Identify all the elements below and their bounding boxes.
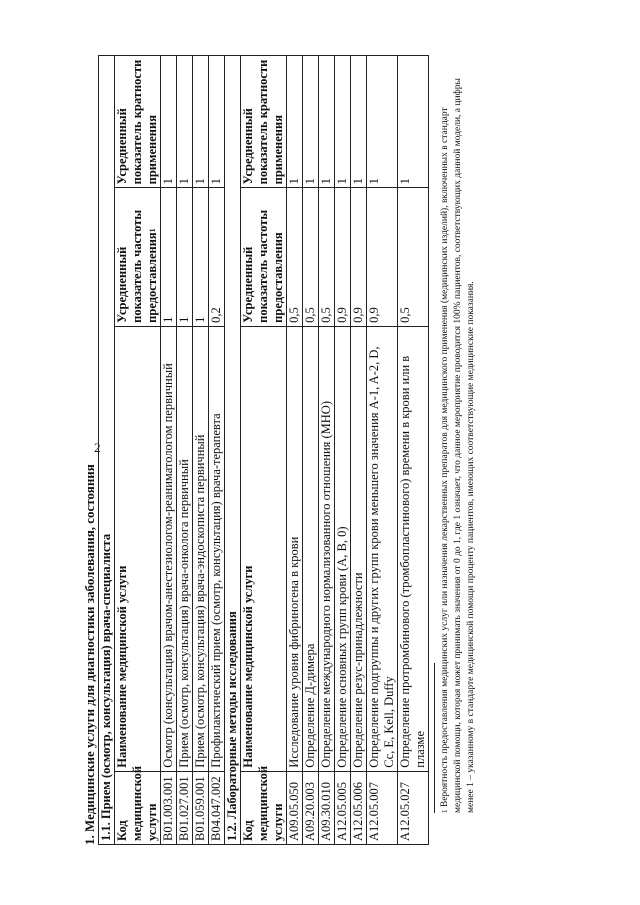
multiplicity-value: 1 xyxy=(161,56,177,188)
table-row xyxy=(287,56,303,845)
header-multiplicity: Усредненный показатель кратности применения xyxy=(241,56,287,188)
service-code: B04.047.002 xyxy=(209,771,225,844)
footnote-text: Вероятность предоставления медицинских услуг или назначения лекарственных препаратов для медицинского применения (медицинских изделий), включенных в стандарт медицинской помощи, которая может принимать значения от 0 до 1, где 1 означает, что данное мероприятие проводится 100% пациентов, соответствующих данной модели, а цифры менее 1 – указанному в стандарте медицинской помощи проценту пациентов, имеющих соответствующие медицинские показания. xyxy=(440,78,476,813)
frequency-value: 0,5 xyxy=(287,188,303,326)
service-name: Прием (осмотр, консультация) врача-онколога первичный xyxy=(177,326,193,771)
service-code: A12.05.005 xyxy=(335,771,351,844)
multiplicity-value: 1 xyxy=(335,56,351,188)
multiplicity-value: 1 xyxy=(367,56,398,188)
table-row xyxy=(351,56,367,845)
service-code: A12.05.006 xyxy=(351,771,367,844)
table-row xyxy=(303,56,319,845)
multiplicity-value: 1 xyxy=(398,56,429,188)
header-name: Наименование медицинской услуги xyxy=(241,326,287,771)
service-name: Прием (осмотр, консультация) врача-эндоскописта первичный xyxy=(193,326,209,771)
frequency-value: 0,9 xyxy=(367,188,398,326)
header-frequency-text: Усредненный показатель частоты предоставления xyxy=(241,209,285,323)
header-frequency xyxy=(115,188,161,326)
table-row xyxy=(398,56,429,845)
header-multiplicity: Усредненный показатель кратности применения xyxy=(115,56,161,188)
table-header-row xyxy=(115,56,161,845)
rotated-page-content xyxy=(82,35,602,845)
service-code: B01.059.001 xyxy=(193,771,209,844)
section-heading: 1. Медицинские услуги для диагностики заболевания, состояния xyxy=(82,464,97,845)
multiplicity-value: 1 xyxy=(209,56,225,188)
table-row xyxy=(367,56,398,845)
footnote-rule xyxy=(434,663,435,813)
frequency-value: 0,9 xyxy=(351,188,367,326)
service-code: B01.027.001 xyxy=(177,771,193,844)
frequency-value: 0,9 xyxy=(335,188,351,326)
header-frequency xyxy=(241,188,287,326)
footnote xyxy=(434,53,478,813)
service-code: A12.05.007 xyxy=(367,771,398,844)
subsection-title: 1.1. Прием (осмотр, консультация) врача-специалиста xyxy=(99,56,115,845)
footnote-reference: 1 xyxy=(148,228,157,233)
multiplicity-value: 1 xyxy=(193,56,209,188)
multiplicity-value: 1 xyxy=(303,56,319,188)
service-name: Определение международного нормализованного отношения (МНО) xyxy=(319,326,335,771)
subsection-title-row xyxy=(99,56,115,845)
multiplicity-value: 1 xyxy=(319,56,335,188)
service-name: Определение резус-принадлежности xyxy=(351,326,367,771)
service-code: B01.003.001 xyxy=(161,771,177,844)
service-code: A09.30.010 xyxy=(319,771,335,844)
service-code: A09.20.003 xyxy=(303,771,319,844)
subsection-title-row xyxy=(225,56,241,845)
service-code: A12.05.027 xyxy=(398,771,429,844)
service-code: A09.05.050 xyxy=(287,771,303,844)
table-row xyxy=(193,56,209,845)
header-code: Код медицинской услуги xyxy=(115,771,161,844)
footnote-marker: 1 xyxy=(441,809,449,813)
header-name: Наименование медицинской услуги xyxy=(115,326,161,771)
table-row xyxy=(161,56,177,845)
service-name: Определение подгруппы и других групп крови меньшего значения A-1, A-2, D, Cc, E, Kell, Duffy xyxy=(367,326,398,771)
frequency-value: 0,5 xyxy=(319,188,335,326)
frequency-value: 1 xyxy=(161,188,177,326)
table-header-row xyxy=(241,56,287,845)
page-number: 2 xyxy=(94,440,101,455)
header-code: Код медицинской услуги xyxy=(241,771,287,844)
frequency-value: 0,2 xyxy=(209,188,225,326)
service-name: Осмотр (консультация) врачом-анестезиологом-реаниматологом первичный xyxy=(161,326,177,771)
table-row xyxy=(177,56,193,845)
frequency-value: 0,5 xyxy=(303,188,319,326)
frequency-value: 0,5 xyxy=(398,188,429,326)
services-table xyxy=(98,55,429,845)
multiplicity-value: 1 xyxy=(177,56,193,188)
multiplicity-value: 1 xyxy=(287,56,303,188)
header-frequency-text: Усредненный показатель частоты предоставления xyxy=(115,209,159,323)
frequency-value: 1 xyxy=(193,188,209,326)
table-row xyxy=(319,56,335,845)
service-name: Профилактический прием (осмотр, консультация) врача-терапевта xyxy=(209,326,225,771)
service-name: Определение протромбинового (тромбопластинового) времени в крови или в плазме xyxy=(398,326,429,771)
service-name: Определение основных групп крови (A, B, 0) xyxy=(335,326,351,771)
service-name: Определение Д-димера xyxy=(303,326,319,771)
table-row xyxy=(335,56,351,845)
subsection-title: 1.2. Лабораторные методы исследования xyxy=(225,56,241,845)
frequency-value: 1 xyxy=(177,188,193,326)
service-name: Исследование уровня фибриногена в крови xyxy=(287,326,303,771)
multiplicity-value: 1 xyxy=(351,56,367,188)
table-row xyxy=(209,56,225,845)
